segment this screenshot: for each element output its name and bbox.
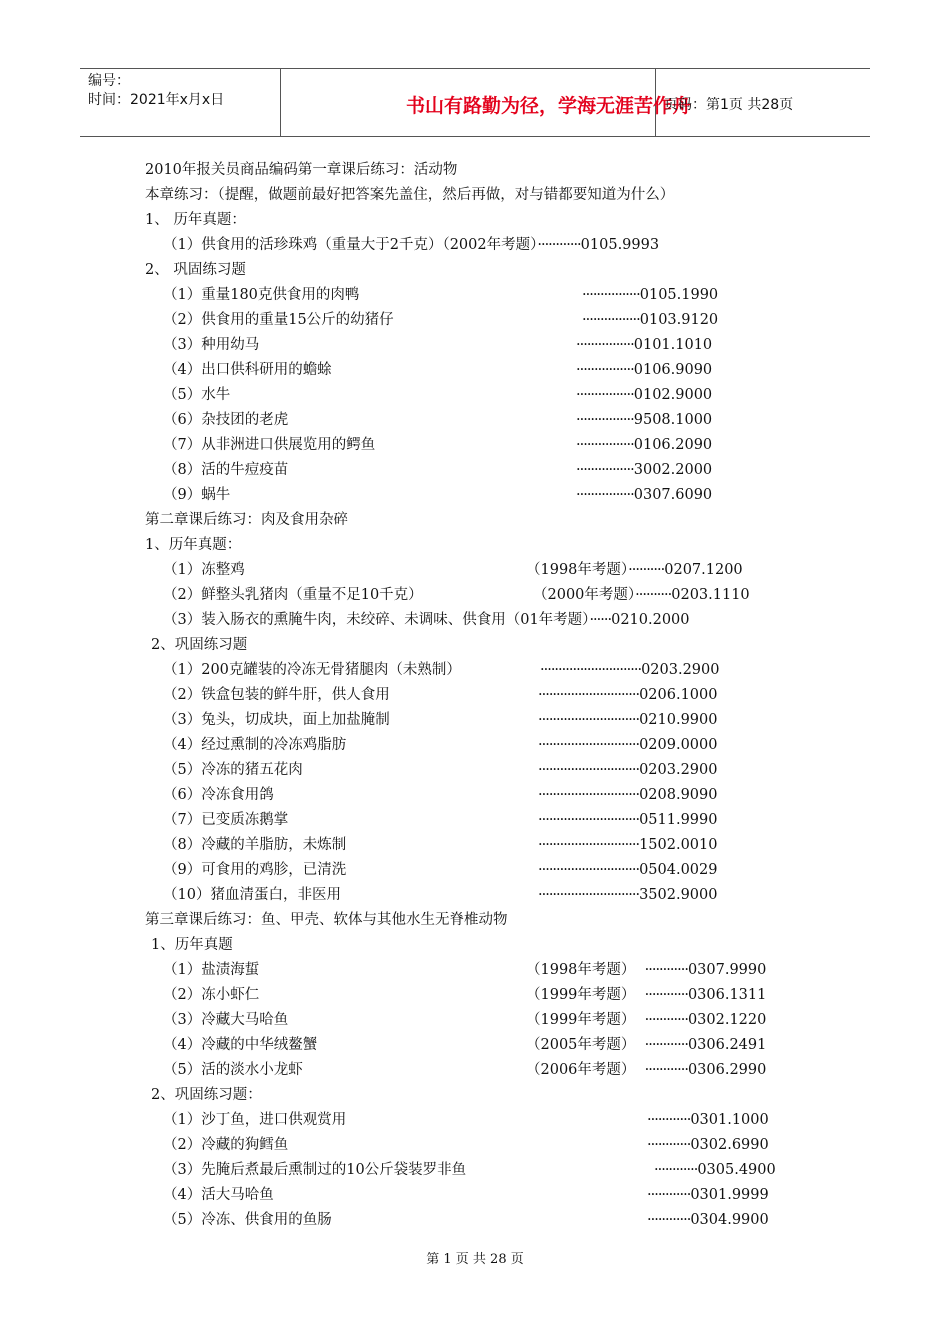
header-meta — [88, 72, 224, 110]
header-divider — [280, 69, 281, 136]
exercise-answer: ················0102.9000 — [576, 387, 713, 403]
header-page-info: 页码：第1页 共28页 — [664, 97, 794, 113]
exercise-item: （5）冷冻的猪五花肉 — [163, 762, 303, 778]
exercise-item: （1）沙丁鱼，进口供观赏用 — [163, 1112, 347, 1128]
page-footer: 第 1 页 共 28 页 — [426, 1252, 524, 1267]
exercise-answer: ················0106.9090 — [576, 362, 713, 378]
exercise-answer: ················0103.9120 — [582, 312, 719, 328]
chapter-title: 第三章课后练习：鱼、甲壳、软体与其他水生无脊椎动物 — [145, 912, 508, 928]
exercise-item: （3）种用幼马 — [163, 337, 260, 353]
chapter-title: 2010年报关员商品编码第一章课后练习：活动物 — [145, 162, 458, 178]
exercise-answer: ····························0203.2900 — [538, 762, 718, 778]
exercise-answer: ····························0209.0000 — [538, 737, 718, 753]
exercise-answer: ····························0511.9990 — [538, 812, 718, 828]
exercise-answer: （1999年考题） ············0302.1220 — [526, 1012, 767, 1028]
exercise-item: （7）已变质冻鹅掌 — [163, 812, 289, 828]
exercise-item: （5）冷冻、供食用的鱼肠 — [163, 1212, 332, 1228]
exercise-answer: （2005年考题） ············0306.2491 — [526, 1037, 767, 1053]
section-heading: 2、 巩固练习题 — [145, 262, 246, 278]
number-label: 编号： — [88, 73, 130, 89]
section-heading: 1、 历年真题： — [145, 212, 246, 228]
exercise-item: （9）可食用的鸡胗，已清洗 — [163, 862, 347, 878]
exercise-answer: ····························0210.9900 — [538, 712, 718, 728]
section-heading: 1、历年真题： — [145, 537, 242, 553]
exercise-item: （1）200克罐装的冷冻无骨猪腿肉（未熟制） — [163, 662, 461, 678]
time-label: 时间：2021年x月x日 — [88, 92, 225, 108]
exercise-answer: ················0106.2090 — [576, 437, 713, 453]
exercise-item: （8）活的牛痘疫苗 — [163, 462, 289, 478]
exercise-item: （4）出口供科研用的蟾蜍 — [163, 362, 332, 378]
exercise-answer: ············0305.4900 — [654, 1162, 776, 1178]
exercise-item: （2）冷藏的狗鳕鱼 — [163, 1137, 289, 1153]
exercise-answer: ················9508.1000 — [576, 412, 713, 428]
exercise-item: （3）兔头，切成块，面上加盐腌制 — [163, 712, 390, 728]
exercise-answer: ············0301.1000 — [647, 1112, 769, 1128]
exercise-answer: ············0302.6990 — [647, 1137, 769, 1153]
exercise-item: （2）冻小虾仁 — [163, 987, 260, 1003]
exercise-item: （1）重量180克供食用的肉鸭 — [163, 287, 360, 303]
exercise-item: （9）蜗牛 — [163, 487, 231, 503]
header-motto: 书山有路勤为径，学海无涯苦作舟 — [405, 95, 691, 117]
exercise-item: （1）冻整鸡 — [163, 562, 245, 578]
exercise-answer: （2006年考题） ············0306.2990 — [526, 1062, 767, 1078]
exercise-answer: ················0101.1010 — [576, 337, 713, 353]
exercise-item: （3）先腌后煮最后熏制过的10公斤袋装罗非鱼 — [163, 1162, 467, 1178]
exercise-item: （2）供食用的重量15公斤的幼猪仔 — [163, 312, 394, 328]
exercise-item: （10）猪血清蛋白，非医用 — [163, 887, 341, 903]
exercise-answer: ················0105.1990 — [582, 287, 719, 303]
exercise-item: （2）鲜整头乳猪肉（重量不足10千克） — [163, 587, 423, 603]
exercise-item: （8）冷藏的羊脂肪，未炼制 — [163, 837, 347, 853]
exercise-answer: ····························0203.2900 — [540, 662, 720, 678]
exercise-answer: ····························0504.0029 — [538, 862, 718, 878]
instruction-line: 本章练习：（提醒，做题前最好把答案先盖住，然后再做，对与错都要知道为什么） — [145, 187, 675, 203]
exercise-item: （6）冷冻食用鸽 — [163, 787, 274, 803]
exercise-answer: ····························0206.1000 — [538, 687, 718, 703]
exercise-item: （4）活大马哈鱼 — [163, 1187, 274, 1203]
exercise-answer: （1998年考题）··········0207.1200 — [526, 562, 743, 578]
exercise-item: （1）盐渍海蜇 — [163, 962, 260, 978]
exercise-item: （2）铁盒包装的鲜牛肝，供人食用 — [163, 687, 390, 703]
exercise-answer: ····························0208.9090 — [538, 787, 718, 803]
exercise-item: （4）经过熏制的冷冻鸡脂肪 — [163, 737, 347, 753]
exercise-item: （3）装入肠衣的熏腌牛肉，未绞碎、未调味、供食用（01年考题）······0210.2000 — [163, 612, 690, 628]
section-heading: 2、巩固练习题 — [151, 637, 248, 653]
exercise-answer: ················3002.2000 — [576, 462, 713, 478]
exercise-answer: ············0301.9999 — [647, 1187, 769, 1203]
exercise-item: （7）从非洲进口供展览用的鳄鱼 — [163, 437, 376, 453]
exercise-answer: ················0307.6090 — [576, 487, 713, 503]
exercise-answer: （1999年考题） ············0306.1311 — [526, 987, 767, 1003]
chapter-title: 第二章课后练习：肉及食用杂碎 — [145, 512, 348, 528]
exercise-item: （3）冷藏大马哈鱼 — [163, 1012, 289, 1028]
exercise-answer: （2000年考题）··········0203.1110 — [533, 587, 750, 603]
section-heading: 1、历年真题 — [151, 937, 233, 953]
exercise-item: （5）水牛 — [163, 387, 231, 403]
exercise-item: （4）冷藏的中华绒鳌蟹 — [163, 1037, 318, 1053]
exercise-item: （5）活的淡水小龙虾 — [163, 1062, 303, 1078]
exercise-item: （1）供食用的活珍珠鸡（重量大于2千克）（2002年考题）············0105.9993 — [163, 237, 660, 253]
exercise-item: （6）杂技团的老虎 — [163, 412, 289, 428]
exercise-answer: ····························1502.0010 — [538, 837, 718, 853]
exercise-answer: （1998年考题） ············0307.9990 — [526, 962, 767, 978]
exercise-answer: ············0304.9900 — [647, 1212, 769, 1228]
page-header — [80, 68, 870, 137]
section-heading: 2、巩固练习题： — [151, 1087, 262, 1103]
exercise-answer: ····························3502.9000 — [538, 887, 718, 903]
